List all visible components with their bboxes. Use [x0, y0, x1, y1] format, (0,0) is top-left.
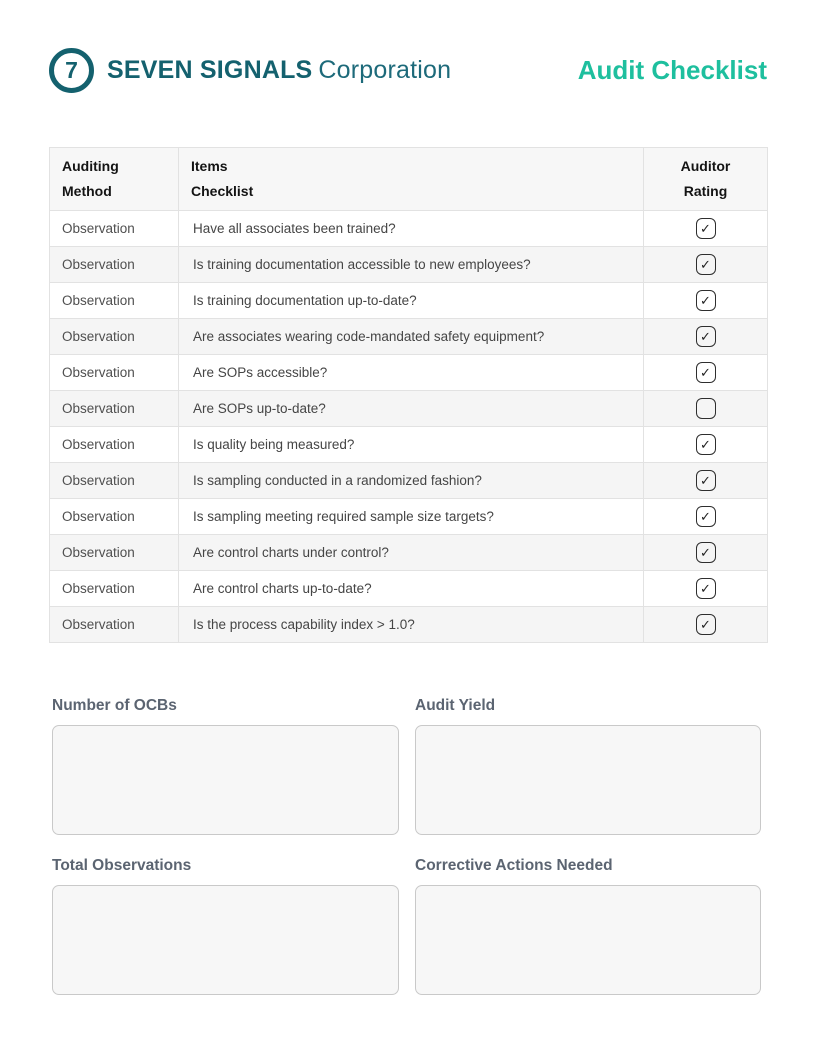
rating-checkbox[interactable]: ✓: [696, 290, 716, 311]
summary-fields: [52, 697, 767, 995]
item-cell: Is training documentation accessible to new employees?: [179, 247, 644, 283]
header-line: Method: [62, 183, 112, 199]
method-cell: Observation: [50, 463, 179, 499]
rating-checkbox[interactable]: ✓: [696, 614, 716, 635]
table-row: [50, 319, 768, 355]
rating-checkbox[interactable]: ✓: [696, 434, 716, 455]
field-total-observations: [52, 857, 399, 995]
audit-yield-input[interactable]: [415, 725, 761, 835]
item-cell: Are control charts under control?: [179, 535, 644, 571]
header-line: Auditing: [62, 158, 119, 174]
item-cell: Is sampling conducted in a randomized fashion?: [179, 463, 644, 499]
total-observations-input[interactable]: [52, 885, 399, 995]
item-cell: Have all associates been trained?: [179, 211, 644, 247]
audit-checklist-table: [49, 147, 768, 643]
company-name: [107, 56, 451, 85]
field-corrective-actions-needed: [415, 857, 761, 995]
method-cell: Observation: [50, 391, 179, 427]
field-label: Audit Yield: [415, 697, 496, 714]
header-line: Rating: [683, 183, 728, 199]
method-cell: Observation: [50, 535, 179, 571]
corrective-actions-input[interactable]: [415, 885, 761, 995]
table-row: [50, 427, 768, 463]
table-row: [50, 283, 768, 319]
column-header-auditing-method: [50, 148, 179, 211]
item-cell: Is sampling meeting required sample size targets?: [179, 499, 644, 535]
table-row: [50, 607, 768, 643]
column-header-items-checklist: [179, 148, 644, 211]
rating-checkbox[interactable]: [696, 398, 716, 419]
table-row: [50, 391, 768, 427]
column-header-auditor-rating: [644, 148, 768, 211]
document-header: [49, 47, 767, 93]
method-cell: Observation: [50, 355, 179, 391]
rating-checkbox[interactable]: ✓: [696, 254, 716, 275]
table-row: [50, 535, 768, 571]
item-cell: Is quality being measured?: [179, 427, 644, 463]
field-label: Corrective Actions Needed: [415, 857, 613, 874]
method-cell: Observation: [50, 247, 179, 283]
item-cell: Are SOPs accessible?: [179, 355, 644, 391]
rating-checkbox[interactable]: ✓: [696, 218, 716, 239]
method-cell: Observation: [50, 283, 179, 319]
method-cell: Observation: [50, 571, 179, 607]
table-row: [50, 571, 768, 607]
method-cell: Observation: [50, 427, 179, 463]
page-title: Audit Checklist: [577, 54, 767, 85]
field-number-of-ocbs: [52, 697, 399, 835]
item-cell: Is training documentation up-to-date?: [179, 283, 644, 319]
table-row: [50, 211, 768, 247]
item-cell: Are SOPs up-to-date?: [179, 391, 644, 427]
header-line: Checklist: [191, 183, 254, 199]
rating-checkbox[interactable]: ✓: [696, 506, 716, 527]
method-cell: Observation: [50, 607, 179, 643]
rating-checkbox[interactable]: ✓: [696, 326, 716, 347]
table-row: [50, 499, 768, 535]
company-name-suffix: Corporation: [318, 55, 452, 84]
rating-checkbox[interactable]: ✓: [696, 578, 716, 599]
rating-checkbox[interactable]: ✓: [696, 542, 716, 563]
method-cell: Observation: [50, 499, 179, 535]
table-header: [50, 148, 768, 211]
rating-checkbox[interactable]: ✓: [696, 470, 716, 491]
logo-number: 7: [65, 56, 78, 83]
table-row: [50, 463, 768, 499]
checklist-table-body: [50, 211, 768, 643]
item-cell: Are control charts up-to-date?: [179, 571, 644, 607]
method-cell: Observation: [50, 211, 179, 247]
field-label: Total Observations: [52, 857, 192, 874]
number-of-ocbs-input[interactable]: [52, 725, 399, 835]
table-header-row: [50, 148, 768, 211]
item-cell: Is the process capability index > 1.0?: [179, 607, 644, 643]
method-cell: Observation: [50, 319, 179, 355]
item-cell: Are associates wearing code-mandated safety equipment?: [179, 319, 644, 355]
table-row: [50, 247, 768, 283]
table-row: [50, 355, 768, 391]
rating-checkbox[interactable]: ✓: [696, 362, 716, 383]
header-line: Auditor: [680, 158, 731, 174]
company-name-bold: SEVEN SIGNALS: [107, 55, 313, 84]
field-audit-yield: [415, 697, 761, 835]
field-label: Number of OCBs: [52, 697, 177, 714]
company-logo: [49, 48, 94, 93]
header-line: Items: [191, 158, 228, 174]
